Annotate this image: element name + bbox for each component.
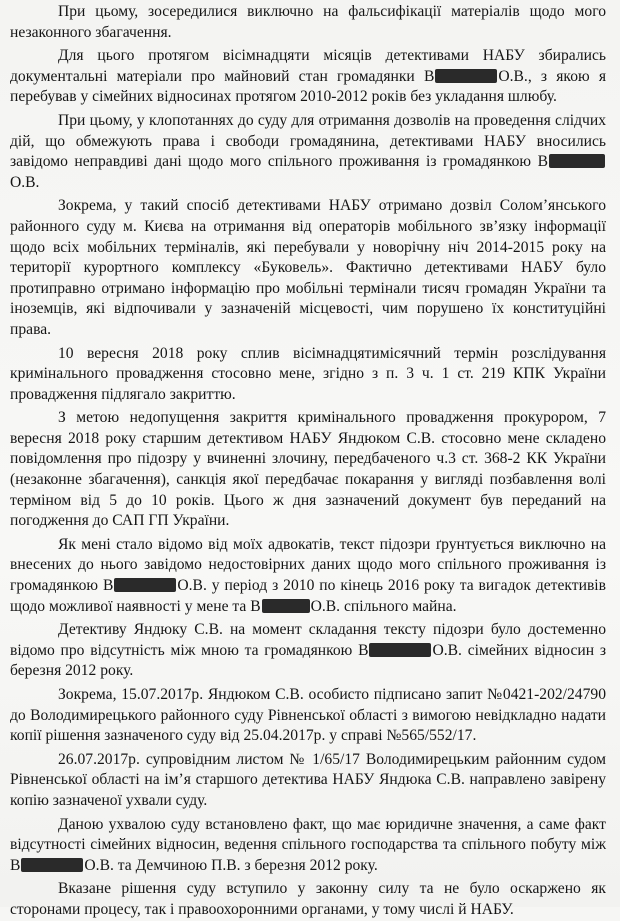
paragraph-3-text: При цьому, у клопотаннях до суду для отримання дозволів на проведення слідчих дій, що обмежують права і свободи громадянина, детективами НАБУ вносились завідомо неправдиві дані щодо мого спільного проживання із громадянкою В (10, 111, 606, 171)
paragraph-11-text: Даною ухвалою суду встановлено факт, що має юридичне значення, а саме факт відсутності сімейних відносин, ведення спільного господарства та спільного побуту між В (10, 815, 606, 874)
paragraph-7-tail-a: О.В. у період з 2010 по кінець 2016 року та вигадок детективів щодо можливої наявності у мене та В (10, 577, 606, 615)
redaction-mark (262, 599, 310, 613)
paragraph-6 (10, 408, 606, 532)
paragraph-10 (10, 750, 606, 812)
paragraph-11 (10, 815, 606, 877)
paragraph-3 (10, 111, 606, 193)
paragraph-1-text: При цьому, зосередилися виключно на фальсифікації матеріалів щодо мого незаконного збагачення. (10, 3, 606, 41)
paragraph-11-tail: О.В. та Демчиною П.В. з березня 2012 року. (84, 856, 378, 874)
paragraph-7 (10, 535, 606, 617)
redaction-mark (435, 69, 497, 83)
paragraph-8-text: Детективу Яндюку С.В. на момент складання тексту підозри було достеменно відомо про відсутність між мною та громадянкою В (10, 621, 606, 659)
paragraph-12-text: Вказане рішення суду вступило у законну силу та не було оскаржено як сторонами процесу, так і правоохоронними органами, у тому числі й НАБУ. (10, 880, 606, 918)
paragraph-2-tail: О.В., з якою я перебував у сімейних відносинах протягом 2010-2012 років без укладання шлюбу. (10, 67, 606, 106)
paragraph-6-text: З метою недопущення закриття кримінального провадження прокурором, 7 вересня 2018 року старшим детективом НАБУ Яндюком С.В. стосовно мене складено повідомлення про підозру у вчиненні злочину, передбаченого ч.3 ст. 368-2 КК України (незаконне збагачення), санкція якої передбачає покарання у вигляді позбавлення волі терміном від 5 до 10 років. Цього ж дня зазначений документ був переданий на погодження до САП ГП України. (10, 409, 606, 530)
paragraph-8-tail: О.В. сімейних відносин з березня 2012 року. (10, 641, 606, 680)
paragraph-4 (10, 196, 606, 340)
redaction-mark (21, 858, 83, 872)
paragraph-8 (10, 620, 606, 682)
paragraph-7-tail-b: О.В. спільного майна. (310, 597, 457, 615)
paragraph-2 (10, 46, 606, 108)
paragraph-9 (10, 685, 606, 747)
paragraph-9-text: Зокрема, 15.07.2017р. Яндюком С.В. особисто підписано запит №0421-202/24790 до Володимирецького районного суду Рівненської області з вимогою невідкладно надати копії рішення зазначеного суду від 25.04.2017р. у справі №565/552/17. (10, 686, 606, 745)
paragraph-1 (10, 2, 606, 43)
redaction-mark (114, 578, 176, 592)
paragraph-5-text: 10 вересня 2018 року сплив вісімнадцятимісячний термін розслідування кримінального провадження стосовно мене, згідно з п. 3 ч. 1 ст. 219 КПК України провадження підлягало закриттю. (10, 344, 606, 403)
redaction-mark (549, 154, 605, 168)
paragraph-2-text: Для цього протягом вісімнадцяти місяців детективами НАБУ збирались документальні матеріали про майновий стан громадянки В (10, 47, 606, 85)
redaction-mark (369, 643, 431, 657)
paragraph-4-text: Зокрема, у такий спосіб детективами НАБУ отримано дозвіл Солом’янського районного суду м. Києва на отримання від операторів мобільного зв’язку інформації щодо всіх мобільних терміналів, які перебували у новорічну ніч 2014-2015 року на території курортного комплексу «Буковель». Фактично детективами НАБУ було протиправно отримано інформацію про мобільні термінали тисяч громадян України та іноземців, які відпочивали у зазначеній місцевості, чим порушено їх конституційні права. (10, 197, 606, 338)
paragraph-7-text: Як мені стало відомо від моїх адвокатів, текст підозри ґрунтується виключно на внесених до нього завідомо недостовірних даних щодо мого спільного проживання із громадянкою В (10, 535, 606, 595)
paragraph-12 (10, 879, 606, 920)
paragraph-3-tail: О.В. (10, 173, 40, 191)
paragraph-5 (10, 344, 606, 406)
paragraph-10-text: 26.07.2017р. супровідним листом № 1/65/17 Володимирецьким районним судом Рівненської області на ім’я старшого детектива НАБУ Яндюка С.В. направлено завірену копію зазначеної ухвали суду. (10, 750, 606, 809)
